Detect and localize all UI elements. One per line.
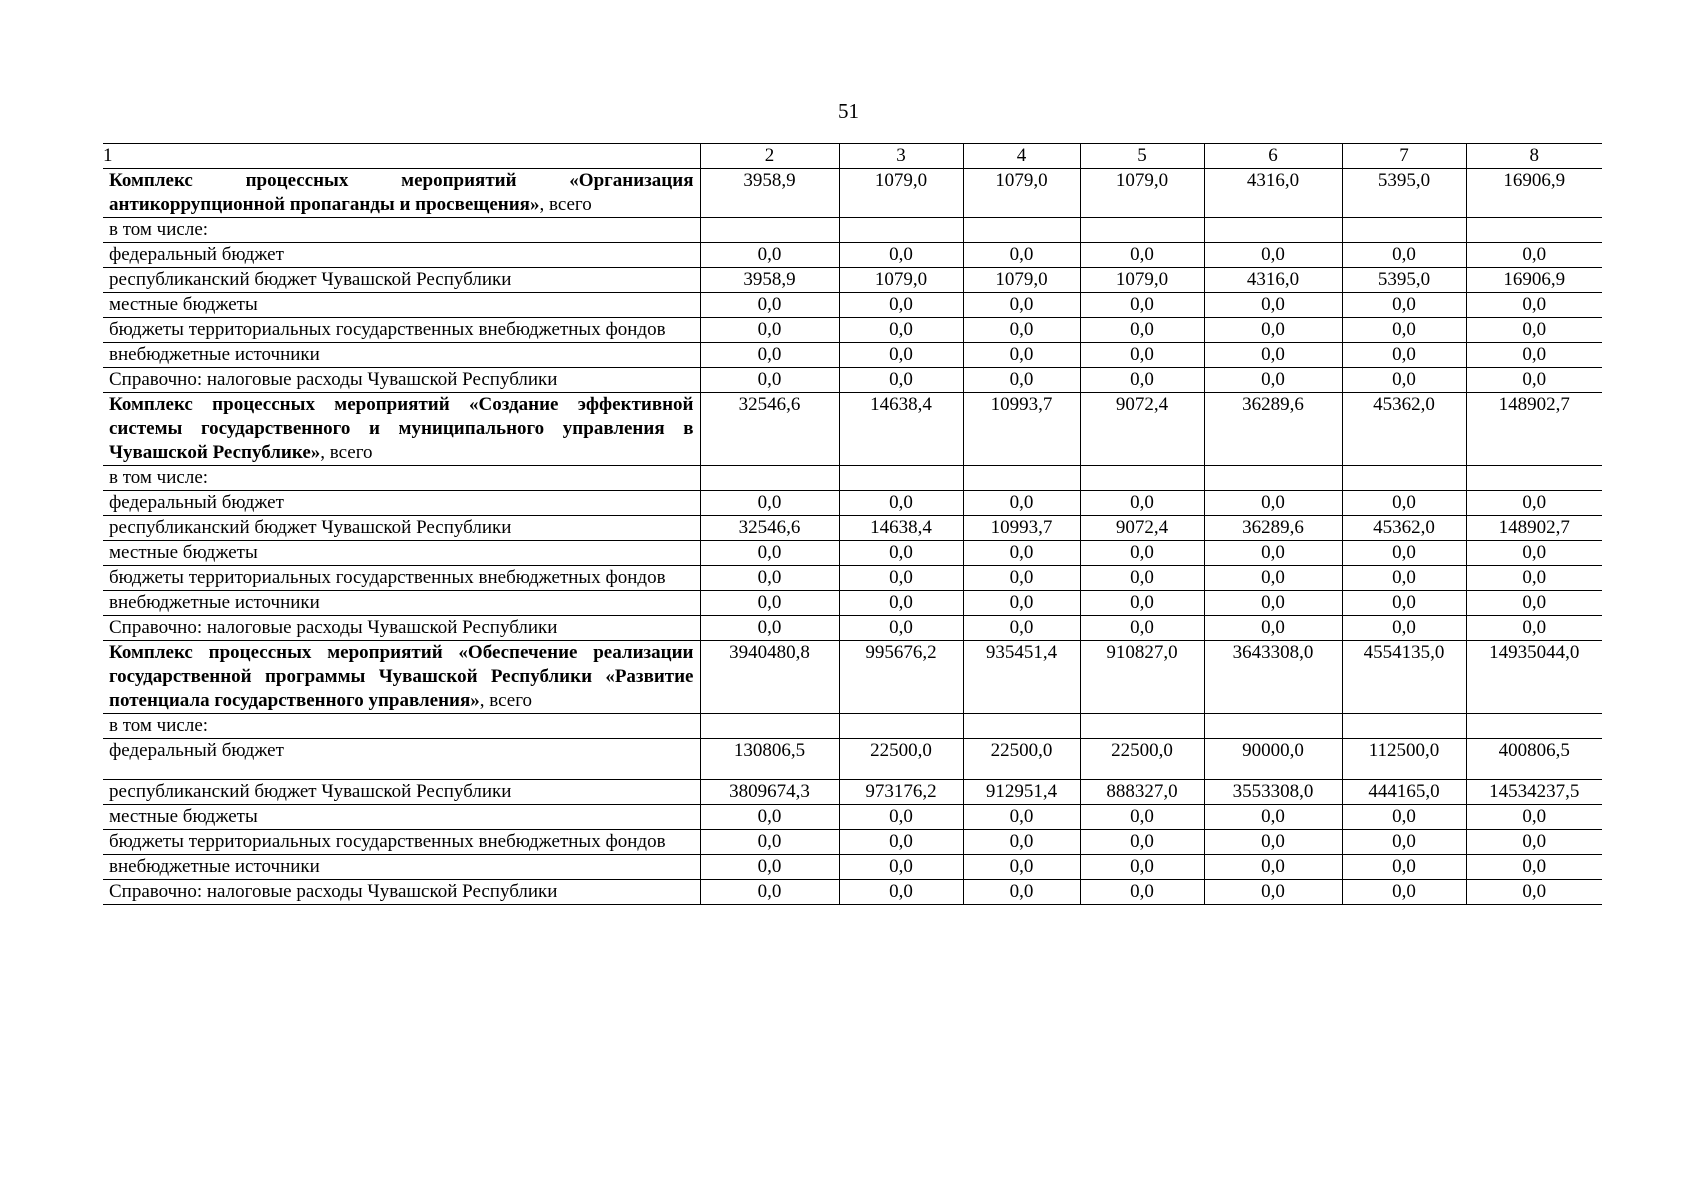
- budget-row: [103, 343, 1602, 368]
- total-value-cell: 4554135,0: [1342, 641, 1466, 714]
- total-value-cell: 14638,4: [839, 393, 963, 466]
- value-cell: 0,0: [1080, 591, 1204, 616]
- value-cell: 0,0: [700, 293, 839, 318]
- value-cell: 130806,5: [700, 739, 839, 780]
- value-cell: 0,0: [1080, 243, 1204, 268]
- total-value-cell: 3643308,0: [1204, 641, 1342, 714]
- value-cell: 0,0: [700, 616, 839, 641]
- row-label-cell: республиканский бюджет Чувашской Республики: [103, 780, 700, 805]
- value-cell: 0,0: [1204, 566, 1342, 591]
- value-cell: [700, 466, 839, 491]
- value-cell: 0,0: [1342, 343, 1466, 368]
- value-cell: 0,0: [1342, 805, 1466, 830]
- section-title-suffix: , всего: [479, 690, 533, 711]
- budget-row: [103, 516, 1602, 541]
- value-cell: 0,0: [1342, 830, 1466, 855]
- value-cell: 0,0: [1204, 805, 1342, 830]
- value-cell: 0,0: [1204, 830, 1342, 855]
- row-label-cell: федеральный бюджет: [103, 243, 700, 268]
- value-cell: [963, 466, 1080, 491]
- budget-row: [103, 780, 1602, 805]
- total-value-cell: 995676,2: [839, 641, 963, 714]
- value-cell: 14534237,5: [1466, 780, 1602, 805]
- budget-row: [103, 714, 1602, 739]
- value-cell: 0,0: [1080, 541, 1204, 566]
- total-value-cell: 10993,7: [963, 393, 1080, 466]
- total-value-cell: 14935044,0: [1466, 641, 1602, 714]
- value-cell: 0,0: [839, 318, 963, 343]
- budget-row: [103, 566, 1602, 591]
- value-cell: 0,0: [839, 805, 963, 830]
- value-cell: 148902,7: [1466, 516, 1602, 541]
- budget-row: [103, 268, 1602, 293]
- value-cell: 0,0: [963, 880, 1080, 905]
- section-title-suffix: , всего: [320, 442, 373, 463]
- column-number-cell: 5: [1080, 144, 1204, 169]
- value-cell: [700, 714, 839, 739]
- value-cell: 0,0: [963, 491, 1080, 516]
- value-cell: [1204, 714, 1342, 739]
- section-total-row: [103, 169, 1602, 218]
- value-cell: 0,0: [1342, 318, 1466, 343]
- column-number-cell: 3: [839, 144, 963, 169]
- value-cell: 0,0: [1204, 880, 1342, 905]
- value-cell: 0,0: [1466, 830, 1602, 855]
- value-cell: 0,0: [1204, 343, 1342, 368]
- value-cell: 0,0: [1466, 855, 1602, 880]
- value-cell: 0,0: [1342, 541, 1466, 566]
- value-cell: 0,0: [1466, 368, 1602, 393]
- value-cell: 0,0: [700, 830, 839, 855]
- value-cell: 0,0: [839, 343, 963, 368]
- value-cell: 444165,0: [1342, 780, 1466, 805]
- value-cell: 0,0: [1342, 293, 1466, 318]
- section-total-row: [103, 641, 1602, 714]
- value-cell: 0,0: [963, 293, 1080, 318]
- column-number-cell: 7: [1342, 144, 1466, 169]
- value-cell: 0,0: [963, 566, 1080, 591]
- column-number-cell: 4: [963, 144, 1080, 169]
- value-cell: 22500,0: [963, 739, 1080, 780]
- table-body: [103, 144, 1602, 905]
- value-cell: 0,0: [1466, 343, 1602, 368]
- value-cell: 0,0: [1466, 880, 1602, 905]
- budget-row: [103, 830, 1602, 855]
- value-cell: 0,0: [1342, 616, 1466, 641]
- value-cell: 0,0: [1204, 616, 1342, 641]
- value-cell: 0,0: [839, 880, 963, 905]
- total-value-cell: 32546,6: [700, 393, 839, 466]
- value-cell: 0,0: [700, 343, 839, 368]
- value-cell: 0,0: [700, 805, 839, 830]
- value-cell: 0,0: [1080, 368, 1204, 393]
- budget-row: [103, 739, 1602, 780]
- value-cell: 0,0: [1204, 591, 1342, 616]
- value-cell: [700, 218, 839, 243]
- value-cell: 0,0: [700, 368, 839, 393]
- value-cell: 0,0: [700, 243, 839, 268]
- value-cell: 1079,0: [1080, 268, 1204, 293]
- row-label-cell: в том числе:: [103, 714, 700, 739]
- value-cell: [839, 714, 963, 739]
- row-label-cell: республиканский бюджет Чувашской Республики: [103, 516, 700, 541]
- value-cell: 0,0: [700, 318, 839, 343]
- total-value-cell: 5395,0: [1342, 169, 1466, 218]
- value-cell: 0,0: [1466, 541, 1602, 566]
- value-cell: [1080, 218, 1204, 243]
- value-cell: 0,0: [839, 243, 963, 268]
- value-cell: 0,0: [1466, 318, 1602, 343]
- budget-row: [103, 491, 1602, 516]
- value-cell: 0,0: [1080, 318, 1204, 343]
- value-cell: 0,0: [839, 491, 963, 516]
- value-cell: [963, 714, 1080, 739]
- value-cell: [1342, 714, 1466, 739]
- total-value-cell: 935451,4: [963, 641, 1080, 714]
- value-cell: 90000,0: [1204, 739, 1342, 780]
- value-cell: 0,0: [963, 541, 1080, 566]
- value-cell: 0,0: [1080, 855, 1204, 880]
- value-cell: 5395,0: [1342, 268, 1466, 293]
- value-cell: 0,0: [1466, 591, 1602, 616]
- column-number-row: [103, 144, 1602, 169]
- total-value-cell: 1079,0: [1080, 169, 1204, 218]
- section-title: Комплекс процессных мероприятий «Создание эффективной системы государственного и муниципального управления в Чувашской Республике»: [109, 394, 694, 463]
- value-cell: [963, 218, 1080, 243]
- row-label-cell: федеральный бюджет: [103, 491, 700, 516]
- value-cell: 0,0: [839, 855, 963, 880]
- value-cell: 0,0: [839, 541, 963, 566]
- column-number-cell: 1: [103, 144, 700, 169]
- section-title: Комплекс процессных мероприятий «Организация антикоррупционной пропаганды и просвещения»: [109, 170, 694, 215]
- row-label-cell: внебюджетные источники: [103, 343, 700, 368]
- value-cell: 0,0: [839, 293, 963, 318]
- value-cell: 3958,9: [700, 268, 839, 293]
- total-value-cell: 148902,7: [1466, 393, 1602, 466]
- row-label-cell: бюджеты территориальных государственных внебюджетных фондов: [103, 566, 700, 591]
- total-value-cell: 36289,6: [1204, 393, 1342, 466]
- value-cell: 3553308,0: [1204, 780, 1342, 805]
- value-cell: 0,0: [1204, 293, 1342, 318]
- value-cell: 0,0: [1080, 805, 1204, 830]
- budget-row: [103, 293, 1602, 318]
- row-label-cell: местные бюджеты: [103, 805, 700, 830]
- value-cell: 0,0: [963, 616, 1080, 641]
- value-cell: 0,0: [963, 830, 1080, 855]
- value-cell: 0,0: [963, 318, 1080, 343]
- value-cell: [1342, 218, 1466, 243]
- column-number-cell: 6: [1204, 144, 1342, 169]
- row-label-cell: федеральный бюджет: [103, 739, 700, 780]
- value-cell: 0,0: [839, 368, 963, 393]
- value-cell: 14638,4: [839, 516, 963, 541]
- value-cell: 0,0: [1342, 243, 1466, 268]
- row-label-cell: Справочно: налоговые расходы Чувашской Республики: [103, 368, 700, 393]
- budget-row: [103, 466, 1602, 491]
- row-label-cell: Справочно: налоговые расходы Чувашской Республики: [103, 616, 700, 641]
- budget-row: [103, 368, 1602, 393]
- row-label-cell: внебюджетные источники: [103, 591, 700, 616]
- value-cell: 4316,0: [1204, 268, 1342, 293]
- value-cell: 0,0: [839, 616, 963, 641]
- value-cell: 0,0: [963, 855, 1080, 880]
- value-cell: 0,0: [1204, 243, 1342, 268]
- section-label-cell: [103, 169, 700, 218]
- total-value-cell: 910827,0: [1080, 641, 1204, 714]
- value-cell: 0,0: [963, 368, 1080, 393]
- row-label-cell: республиканский бюджет Чувашской Республики: [103, 268, 700, 293]
- total-value-cell: 3940480,8: [700, 641, 839, 714]
- budget-row: [103, 218, 1602, 243]
- value-cell: 0,0: [1204, 318, 1342, 343]
- row-label-cell: внебюджетные источники: [103, 855, 700, 880]
- value-cell: 0,0: [1080, 880, 1204, 905]
- value-cell: 0,0: [1466, 616, 1602, 641]
- value-cell: [839, 218, 963, 243]
- value-cell: 32546,6: [700, 516, 839, 541]
- value-cell: [839, 466, 963, 491]
- value-cell: 0,0: [1080, 293, 1204, 318]
- value-cell: 0,0: [963, 343, 1080, 368]
- value-cell: 0,0: [1342, 566, 1466, 591]
- value-cell: 0,0: [1204, 491, 1342, 516]
- budget-row: [103, 805, 1602, 830]
- value-cell: [1080, 714, 1204, 739]
- value-cell: 0,0: [1080, 491, 1204, 516]
- section-label-cell: [103, 641, 700, 714]
- section-title-suffix: , всего: [539, 194, 592, 215]
- value-cell: 0,0: [1342, 491, 1466, 516]
- value-cell: 0,0: [1204, 855, 1342, 880]
- value-cell: [1204, 466, 1342, 491]
- value-cell: 36289,6: [1204, 516, 1342, 541]
- total-value-cell: 45362,0: [1342, 393, 1466, 466]
- budget-row: [103, 318, 1602, 343]
- value-cell: 0,0: [1204, 541, 1342, 566]
- value-cell: 973176,2: [839, 780, 963, 805]
- value-cell: 888327,0: [1080, 780, 1204, 805]
- column-number-cell: 2: [700, 144, 839, 169]
- total-value-cell: 9072,4: [1080, 393, 1204, 466]
- section-total-row: [103, 393, 1602, 466]
- budget-row: [103, 880, 1602, 905]
- value-cell: 0,0: [1342, 591, 1466, 616]
- value-cell: 0,0: [839, 566, 963, 591]
- value-cell: 0,0: [1342, 855, 1466, 880]
- row-label-cell: бюджеты территориальных государственных внебюджетных фондов: [103, 318, 700, 343]
- row-label-cell: бюджеты территориальных государственных внебюджетных фондов: [103, 830, 700, 855]
- value-cell: 1079,0: [839, 268, 963, 293]
- value-cell: 3809674,3: [700, 780, 839, 805]
- value-cell: 112500,0: [1342, 739, 1466, 780]
- budget-row: [103, 541, 1602, 566]
- value-cell: 0,0: [1342, 880, 1466, 905]
- value-cell: 400806,5: [1466, 739, 1602, 780]
- value-cell: [1466, 714, 1602, 739]
- value-cell: [1466, 466, 1602, 491]
- row-label-cell: местные бюджеты: [103, 293, 700, 318]
- total-value-cell: 16906,9: [1466, 169, 1602, 218]
- value-cell: 9072,4: [1080, 516, 1204, 541]
- value-cell: 0,0: [700, 855, 839, 880]
- value-cell: [1204, 218, 1342, 243]
- total-value-cell: 4316,0: [1204, 169, 1342, 218]
- row-label-cell: Справочно: налоговые расходы Чувашской Республики: [103, 880, 700, 905]
- value-cell: [1466, 218, 1602, 243]
- value-cell: 0,0: [963, 805, 1080, 830]
- budget-row: [103, 855, 1602, 880]
- value-cell: 45362,0: [1342, 516, 1466, 541]
- value-cell: 10993,7: [963, 516, 1080, 541]
- value-cell: 0,0: [1342, 368, 1466, 393]
- value-cell: 0,0: [700, 491, 839, 516]
- value-cell: 0,0: [700, 541, 839, 566]
- value-cell: 0,0: [700, 880, 839, 905]
- value-cell: 0,0: [1466, 566, 1602, 591]
- total-value-cell: 1079,0: [963, 169, 1080, 218]
- value-cell: 0,0: [1204, 368, 1342, 393]
- value-cell: 0,0: [963, 243, 1080, 268]
- row-label-cell: в том числе:: [103, 466, 700, 491]
- budget-row: [103, 591, 1602, 616]
- value-cell: 0,0: [1080, 343, 1204, 368]
- value-cell: 0,0: [1466, 293, 1602, 318]
- budget-table: [103, 143, 1602, 905]
- value-cell: 22500,0: [839, 739, 963, 780]
- budget-row: [103, 616, 1602, 641]
- value-cell: 0,0: [839, 591, 963, 616]
- value-cell: 0,0: [839, 830, 963, 855]
- value-cell: [1080, 466, 1204, 491]
- value-cell: 22500,0: [1080, 739, 1204, 780]
- value-cell: 0,0: [1466, 805, 1602, 830]
- value-cell: 0,0: [700, 591, 839, 616]
- row-label-cell: местные бюджеты: [103, 541, 700, 566]
- section-title: Комплекс процессных мероприятий «Обеспечение реализации государственной программы Чувашской Республики «Развитие потенциала государственного управления»: [109, 642, 694, 711]
- value-cell: 0,0: [1080, 566, 1204, 591]
- value-cell: 1079,0: [963, 268, 1080, 293]
- value-cell: 912951,4: [963, 780, 1080, 805]
- row-label-cell: в том числе:: [103, 218, 700, 243]
- page-number: 51: [838, 99, 859, 123]
- section-label-cell: [103, 393, 700, 466]
- total-value-cell: 1079,0: [839, 169, 963, 218]
- value-cell: 16906,9: [1466, 268, 1602, 293]
- budget-row: [103, 243, 1602, 268]
- value-cell: 0,0: [1466, 243, 1602, 268]
- total-value-cell: 3958,9: [700, 169, 839, 218]
- value-cell: 0,0: [1466, 491, 1602, 516]
- value-cell: 0,0: [963, 591, 1080, 616]
- value-cell: 0,0: [1080, 830, 1204, 855]
- value-cell: 0,0: [1080, 616, 1204, 641]
- value-cell: [1342, 466, 1466, 491]
- value-cell: 0,0: [700, 566, 839, 591]
- column-number-cell: 8: [1466, 144, 1602, 169]
